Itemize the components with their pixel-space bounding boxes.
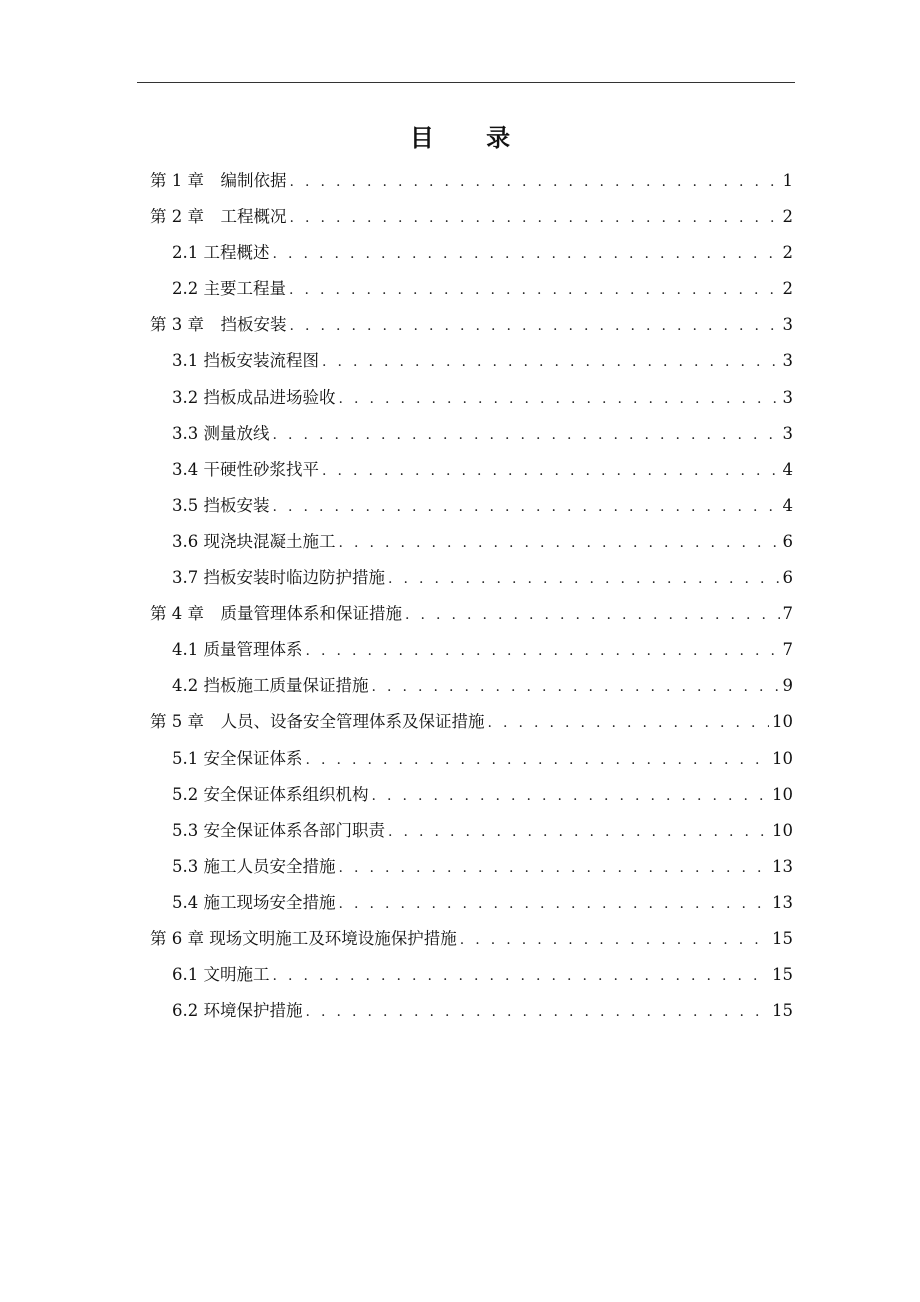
toc-dot-leader	[339, 850, 770, 886]
toc-entry[interactable]	[150, 271, 793, 307]
toc-entry-label: 5.3 安全保证体系各部门职责	[172, 820, 385, 840]
toc-entry-label: 5.4 施工现场安全措施	[172, 892, 336, 912]
toc-entry[interactable]	[150, 235, 793, 271]
toc-entry[interactable]	[150, 163, 793, 199]
table-of-contents	[150, 163, 793, 1029]
toc-entry-page: 2	[782, 279, 793, 299]
toc-entry-label: 第 5 章 人员、设备安全管理体系及保证措施	[150, 712, 485, 732]
toc-entry-label: 3.4 干硬性砂浆找平	[172, 459, 319, 479]
toc-entry[interactable]	[150, 560, 793, 596]
toc-entry-page: 9	[782, 676, 793, 696]
toc-entry-label: 3.6 现浇块混凝土施工	[172, 531, 336, 551]
toc-entry-label: 6.1 文明施工	[172, 965, 270, 985]
toc-entry-label: 3.1 挡板安装流程图	[172, 351, 319, 371]
toc-dot-leader	[273, 958, 770, 994]
toc-entry-page: 3	[782, 387, 793, 407]
toc-entry-label: 2.1 工程概述	[172, 243, 270, 263]
toc-dot-leader	[322, 453, 780, 489]
toc-entry-page: 4	[782, 495, 793, 515]
toc-entry[interactable]	[150, 343, 793, 379]
toc-entry[interactable]	[150, 921, 793, 957]
toc-entry-label: 5.1 安全保证体系	[172, 748, 303, 768]
toc-dot-leader	[322, 344, 780, 380]
toc-entry-page: 7	[782, 604, 793, 624]
toc-entry-label: 3.3 测量放线	[172, 423, 270, 443]
toc-entry-page: 3	[782, 315, 793, 335]
toc-dot-leader	[290, 200, 780, 236]
toc-entry-page: 10	[772, 820, 793, 840]
toc-entry-label: 第 6 章 现场文明施工及环境设施保护措施	[150, 928, 457, 948]
toc-entry-page: 2	[782, 207, 793, 227]
toc-entry[interactable]	[150, 813, 793, 849]
toc-entry[interactable]	[150, 199, 793, 235]
toc-dot-leader	[290, 164, 780, 200]
toc-entry-page: 13	[772, 856, 793, 876]
toc-entry-page: 15	[772, 965, 793, 985]
toc-entry[interactable]	[150, 668, 793, 704]
toc-entry[interactable]	[150, 741, 793, 777]
toc-entry-label: 3.7 挡板安装时临边防护措施	[172, 568, 385, 588]
toc-entry-label: 3.2 挡板成品进场验收	[172, 387, 336, 407]
toc-entry[interactable]	[150, 488, 793, 524]
toc-dot-leader	[405, 597, 780, 633]
toc-entry[interactable]	[150, 596, 793, 632]
toc-entry-label: 4.2 挡板施工质量保证措施	[172, 676, 369, 696]
toc-entry[interactable]	[150, 416, 793, 452]
toc-dot-leader	[306, 994, 770, 1030]
toc-entry-label: 6.2 环境保护措施	[172, 1001, 303, 1021]
toc-dot-leader	[372, 778, 770, 814]
toc-entry[interactable]	[150, 307, 793, 343]
toc-entry-page: 7	[782, 640, 793, 660]
toc-entry-label: 4.1 质量管理体系	[172, 640, 303, 660]
toc-entry-page: 15	[772, 928, 793, 948]
toc-dot-leader	[273, 236, 780, 272]
toc-dot-leader	[290, 308, 780, 344]
toc-entry[interactable]	[150, 524, 793, 560]
toc-dot-leader	[306, 633, 780, 669]
toc-entry-label: 第 2 章 工程概况	[150, 207, 287, 227]
toc-entry-page: 6	[782, 568, 793, 588]
header-rule	[137, 82, 795, 83]
toc-dot-leader	[388, 814, 769, 850]
toc-dot-leader	[273, 417, 780, 453]
toc-entry-label: 第 3 章 挡板安装	[150, 315, 287, 335]
toc-dot-leader	[273, 489, 780, 525]
toc-entry-page: 3	[782, 423, 793, 443]
toc-entry-label: 2.2 主要工程量	[172, 279, 286, 299]
toc-entry-page: 10	[772, 784, 793, 804]
toc-entry-page: 2	[782, 243, 793, 263]
toc-entry[interactable]	[150, 632, 793, 668]
toc-dot-leader	[372, 669, 780, 705]
toc-entry-label: 5.2 安全保证体系组织机构	[172, 784, 369, 804]
toc-dot-leader	[289, 272, 780, 308]
toc-entry-page: 15	[772, 1001, 793, 1021]
toc-dot-leader	[488, 705, 770, 741]
page-title: 目 录	[409, 124, 533, 152]
toc-entry-page: 1	[782, 171, 793, 190]
toc-entry-label: 3.5 挡板安装	[172, 495, 270, 515]
toc-dot-leader	[388, 561, 780, 597]
toc-entry-label: 第 1 章 编制依据	[150, 171, 287, 190]
toc-entry-page: 3	[782, 351, 793, 371]
toc-entry[interactable]	[150, 957, 793, 993]
toc-dot-leader	[306, 742, 770, 778]
toc-dot-leader	[460, 922, 769, 958]
toc-entry-label: 第 4 章 质量管理体系和保证措施	[150, 604, 402, 624]
toc-dot-leader	[339, 886, 770, 922]
toc-entry[interactable]	[150, 885, 793, 921]
toc-entry[interactable]	[150, 777, 793, 813]
toc-entry-page: 10	[772, 712, 793, 732]
toc-entry[interactable]	[150, 452, 793, 488]
toc-entry[interactable]	[150, 380, 793, 416]
toc-entry-label: 5.3 施工人员安全措施	[172, 856, 336, 876]
toc-entry-page: 10	[772, 748, 793, 768]
toc-entry-page: 6	[782, 531, 793, 551]
toc-entry[interactable]	[150, 993, 793, 1029]
toc-entry[interactable]	[150, 704, 793, 740]
toc-dot-leader	[339, 525, 780, 561]
toc-dot-leader	[339, 381, 780, 417]
toc-entry-page: 13	[772, 892, 793, 912]
toc-entry-page: 4	[782, 459, 793, 479]
toc-entry[interactable]	[150, 849, 793, 885]
